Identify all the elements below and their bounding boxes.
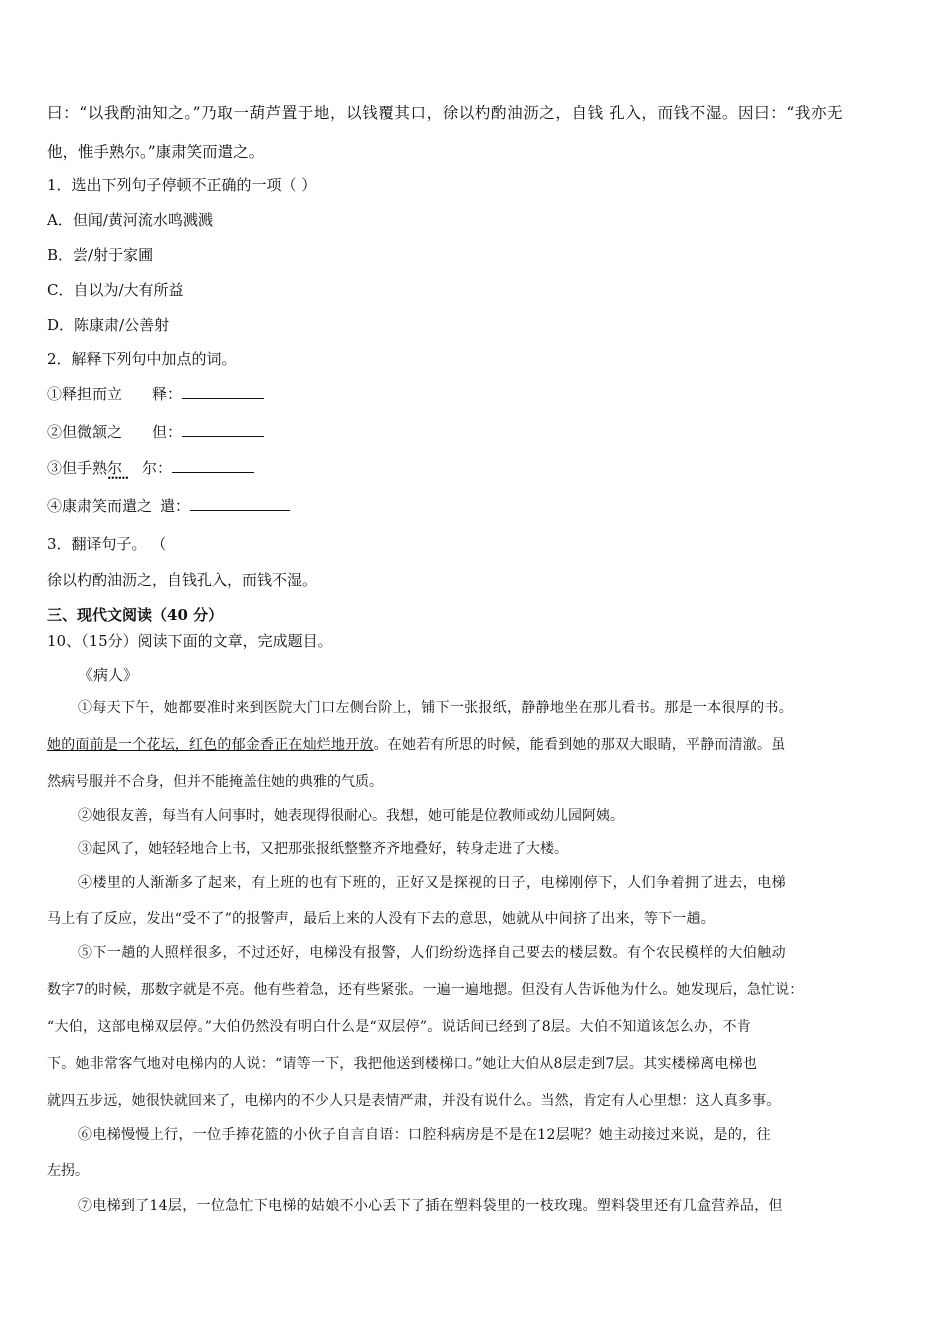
- item-sentence: 但手熟: [62, 459, 108, 477]
- question-1-option-d: D．陈康肃/公善射: [47, 316, 170, 334]
- classical-passage-line-2: 他，惟手熟尔。”康肃笑而遣之。: [47, 143, 265, 161]
- item-number: ④: [47, 497, 63, 515]
- item-sentence: 但微颔之: [62, 423, 123, 441]
- question-2-stem: 2．解释下列句中加点的词。: [47, 350, 237, 368]
- item-word: 释：: [152, 385, 183, 403]
- item-word: 但：: [152, 423, 183, 441]
- question-2-item-4: [47, 495, 290, 516]
- section-heading: 三、现代文阅读（40 分）: [47, 606, 224, 624]
- answer-blank[interactable]: [172, 458, 254, 473]
- article-title: 《病人》: [78, 666, 139, 684]
- question-3-sentence: 徐以杓酌油沥之，自钱孔入，而钱不湿。: [47, 571, 318, 589]
- dotted-word: 遣之: [122, 497, 153, 515]
- item-sentence: 释担而立: [62, 385, 123, 403]
- question-3-stem: 3．翻译句子。 （: [47, 535, 167, 553]
- paragraph-5-line-3: “大伯，这部电梯双层停。”大伯仍然没有明白什么是“双层停”。说话间已经到了8层。大伯不知道该怎么办，不肯: [47, 1019, 752, 1035]
- paragraph-4-line-2: 马上有了反应，发出“受不了”的报警声，最后上来的人没有下去的意思，她就从中间挤了出来，等下一趟。: [47, 911, 715, 927]
- question-1-option-b: B．尝/射于家圃: [47, 246, 154, 264]
- classical-passage-line-1: 曰：“以我酌油知之。”乃取一葫芦置于地，以钱覆其口，徐以杓酌油沥之，自钱 孔入，而钱不湿。因曰：“我亦无: [47, 104, 844, 122]
- paragraph-6-line-1: ⑥电梯慢慢上行，一位手捧花篮的小伙子自言自语：口腔科病房是不是在12层呢？她主动接过来说，是的，往: [78, 1127, 771, 1143]
- paragraph-5-line-5: 就四五步远，她很快就回来了，电梯内的不少人只是表情严肃，并没有说什么。当然，肯定有人心里想：这人真多事。: [47, 1093, 781, 1109]
- question-1-option-c: C．自以为/大有所益: [47, 281, 184, 299]
- question-1-stem: 1．选出下列句子停顿不正确的一项（ ）: [47, 176, 317, 194]
- item-sentence: 康肃笑而: [62, 497, 123, 515]
- item-number: ③: [47, 459, 63, 477]
- paragraph-5-line-2: 数字7的时候，那数字就是不亮。他有些着急，还有些紧张。一遍一遍地摁。但没有人告诉他为什么。她发现后，急忙说：: [47, 982, 804, 998]
- question-10-stem: 10、（15分）阅读下面的文章，完成题目。: [47, 632, 333, 650]
- dotted-word: 尔 ......: [107, 459, 122, 477]
- paragraph-1-line-1: ①每天下午，她都要准时来到医院大门口左侧台阶上，铺下一张报纸，静静地坐在那儿看书。那是一本很厚的书。: [78, 700, 793, 716]
- paragraph-6-line-2: 左拐。: [47, 1163, 89, 1179]
- item-word: 遣：: [160, 497, 191, 515]
- paragraph-3: ③起风了，她轻轻地合上书，又把那张报纸整整齐齐地叠好，转身走进了大楼。: [78, 841, 568, 857]
- answer-blank[interactable]: [182, 422, 264, 437]
- paragraph-2: ②她很友善，每当有人问事时，她表现得很耐心。我想，她可能是位教师或幼儿园阿姨。: [78, 808, 624, 824]
- paragraph-7-line-1: ⑦电梯到了14层，一位急忙下电梯的姑娘不小心丢下了插在塑料袋里的一枝玫瑰。塑料袋里还有几盒营养品，但: [78, 1198, 783, 1214]
- paragraph-1-rest: 。在她若有所思的时候，能看到她的那双大眼睛，平静而清澈。虽: [373, 737, 786, 753]
- paragraph-1-line-2: [47, 734, 785, 754]
- paragraph-1-line-3: 然病号服并不合身，但并不能掩盖住她的典雅的气质。: [47, 774, 383, 790]
- item-word: 尔：: [142, 459, 173, 477]
- question-2-item-2: [47, 421, 264, 442]
- paragraph-5-line-1: ⑤下一趟的人照样很多，不过还好，电梯没有报警，人们纷纷选择自己要去的楼层数。有个农民模样的大伯触动: [78, 945, 787, 961]
- question-1-option-a: A．但闻/黄河流水鸣溅溅: [47, 211, 213, 229]
- paragraph-4-line-1: ④楼里的人渐渐多了起来，有上班的也有下班的，正好又是探视的日子，电梯刚停下，人们争着拥了进去，电梯: [78, 875, 787, 891]
- paragraph-5-line-4: 下。她非常客气地对电梯内的人说：“请等一下，我把他送到楼梯口。”她让大伯从8层走到7层。其实楼梯离电梯也: [47, 1056, 758, 1072]
- underlined-sentence: 她的面前是一个花坛，红色的郁金香正在灿烂地开放: [47, 737, 374, 753]
- question-2-item-3: [47, 457, 254, 478]
- item-number: ②: [47, 423, 63, 441]
- answer-blank[interactable]: [190, 496, 290, 511]
- answer-blank[interactable]: [182, 384, 264, 399]
- question-2-item-1: [47, 383, 264, 404]
- item-number: ①: [47, 385, 63, 403]
